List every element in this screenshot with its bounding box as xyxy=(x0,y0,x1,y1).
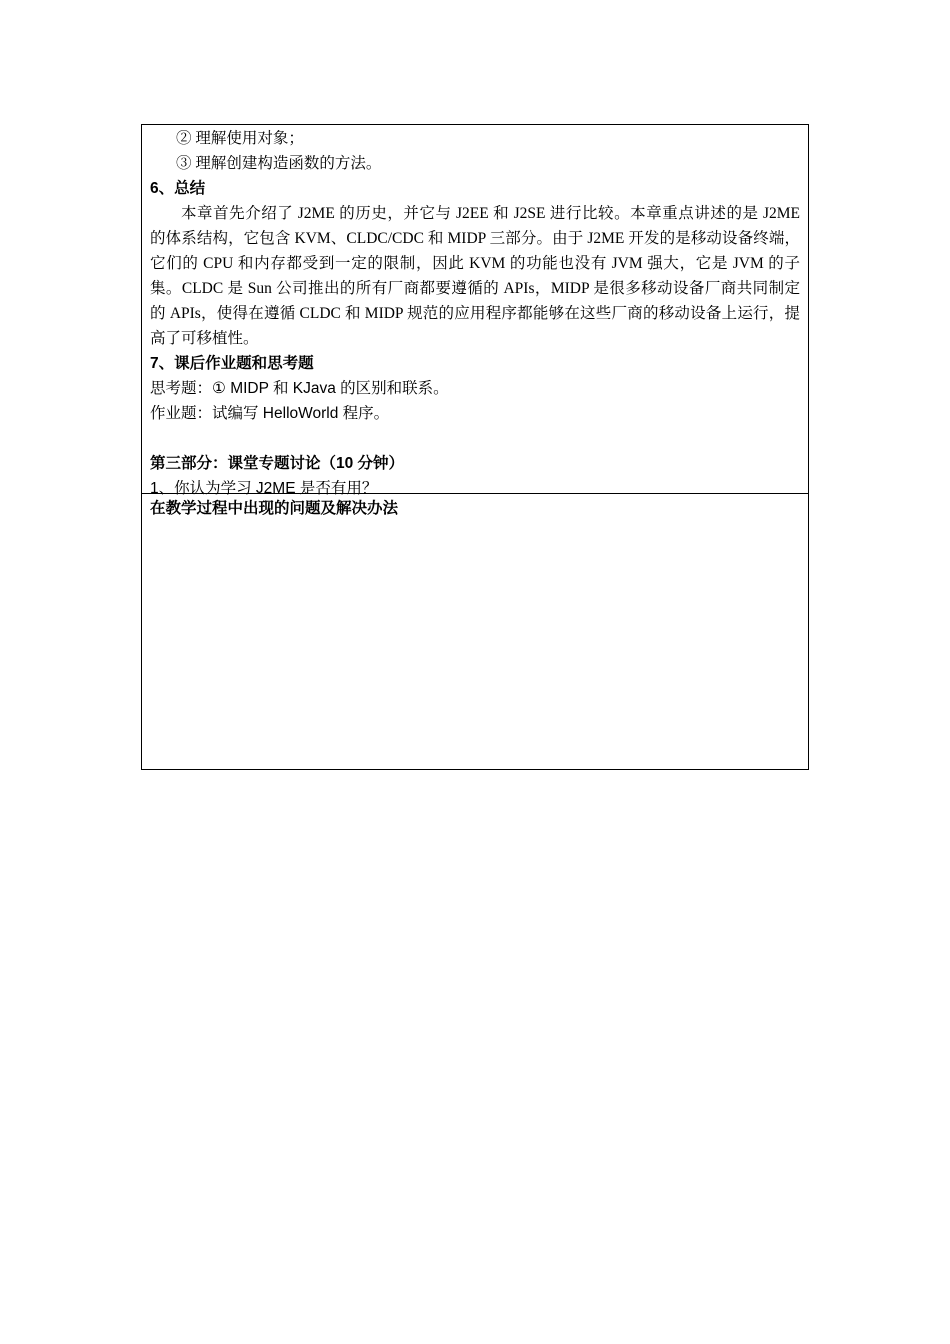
part3-heading: 第三部分：课堂专题讨论（10 分钟） xyxy=(150,455,405,472)
spacer xyxy=(150,426,800,451)
problems-solutions-cell xyxy=(142,494,808,769)
objective-item-3: ③ 理解创建构造函数的方法。 xyxy=(176,155,382,172)
summary-heading: 6、总结 xyxy=(150,180,206,197)
objective-item-2: ② 理解使用对象； xyxy=(176,130,304,147)
lesson-content-cell xyxy=(142,125,808,497)
homework-heading: 7、课后作业题和思考题 xyxy=(150,355,314,372)
discussion-question-1: 1、你认为学习 J2ME 是否有用？ xyxy=(150,480,378,497)
lesson-table xyxy=(141,124,809,770)
problems-solutions-heading: 在教学过程中出现的问题及解决办法 xyxy=(150,500,399,517)
summary-paragraph: 本章首先介绍了 J2ME 的历史，并它与 J2EE 和 J2SE 进行比较。本章重点讲述的是 J2ME 的体系结构，它包含 KVM、CLDC/CDC 和 MIDP 三部分。由于 J2ME 开发的是移动设备终端，它们的 CPU 和内存都受到一定的限制，因此 KVM 的功能也没有 JVM 强大，它是 JVM 的子集。CLDC 是 Sun 公司推出的所有厂商都要遵循的 APIs，MIDP 是很多移动设备厂商共同制定的 APIs，使得在遵循 CLDC 和 MIDP 规范的应用程序都能够在这些厂商的移动设备上运行，提高了可移植性。 xyxy=(150,205,800,347)
thinking-question: 思考题：① MIDP 和 KJava 的区别和联系。 xyxy=(150,380,449,397)
assignment-question: 作业题：试编写 HelloWorld 程序。 xyxy=(150,405,390,422)
